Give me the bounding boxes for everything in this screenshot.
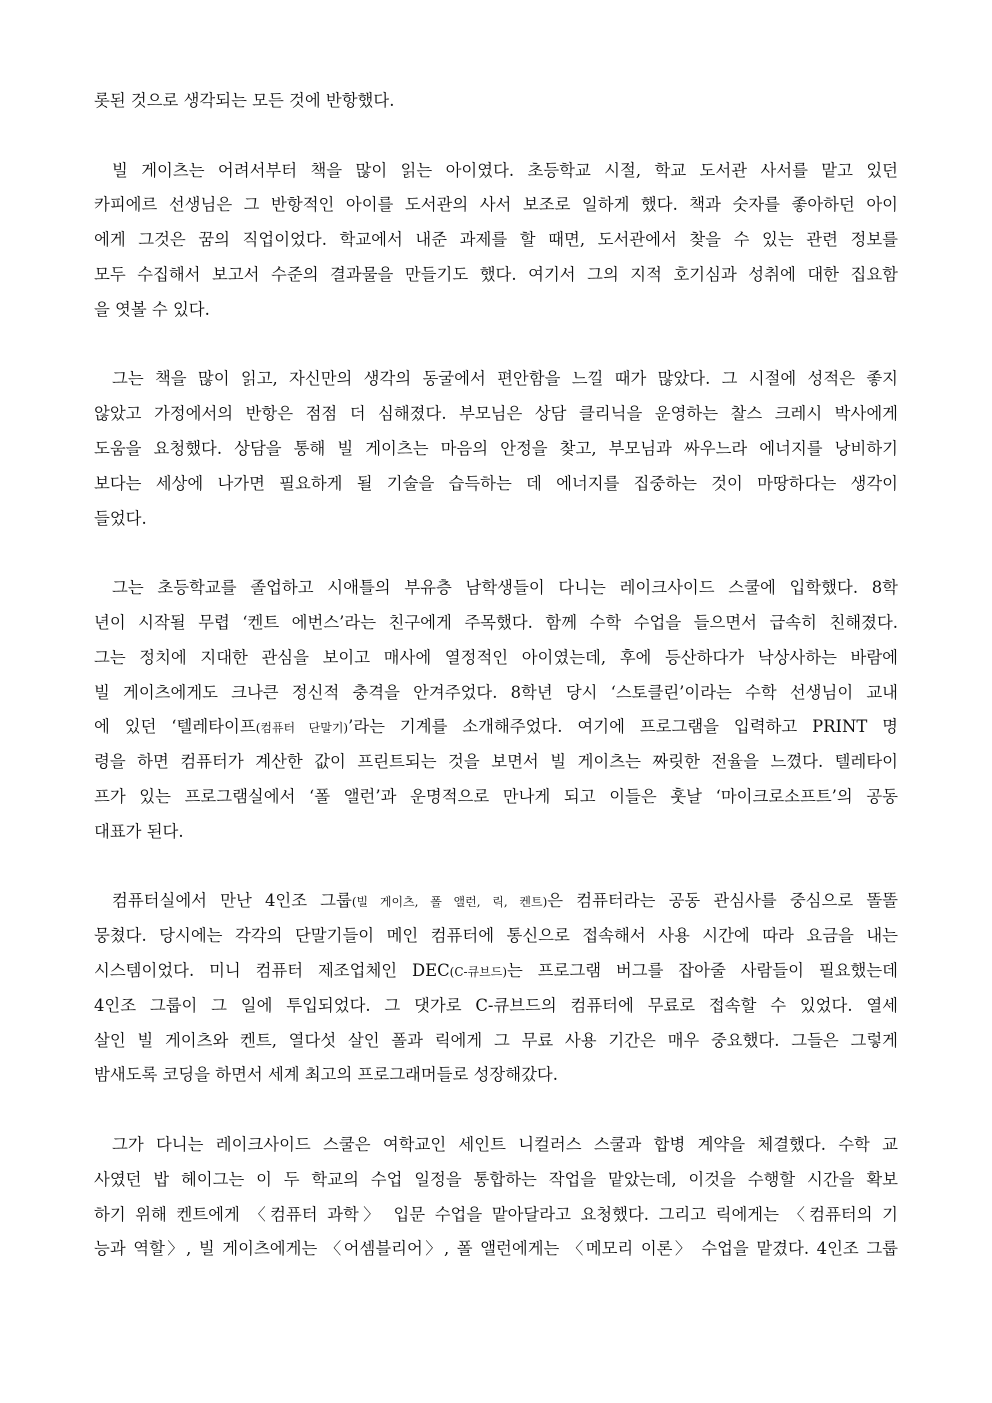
text-line: 모두 수집해서 보고서 수준의 결과물을 만들기도 했다. 여기서 그의 지적 호기심과 성취에 대한 집요함 bbox=[94, 264, 898, 284]
text-line: 않았고 가정에서의 반항은 점점 더 심해졌다. 부모님은 상담 클리닉을 운영하는 찰스 크레시 박사에게 bbox=[94, 404, 898, 424]
text-line bbox=[94, 954, 898, 989]
annotation-text: (C-큐브드) bbox=[449, 964, 508, 979]
text-line: 을 엿볼 수 있다. bbox=[94, 299, 210, 319]
text-segment: 는 프로그램 버그를 잡아줄 사람들이 필요했는데 bbox=[507, 960, 898, 980]
text-line: 그는 책을 많이 읽고, 자신만의 생각의 동굴에서 편안함을 느낄 때가 많았다. 그 시절에 성적은 좋지 bbox=[112, 369, 898, 389]
text-segment: ’라는 기계를 소개해주었다. 여기에 프로그램을 입력하고 PRINT 명 bbox=[348, 717, 898, 737]
text-line bbox=[94, 884, 898, 919]
annotation-text: (빌 게이츠, 폴 앨런, 릭, 켄트) bbox=[351, 895, 548, 910]
text-line: 롯된 것으로 생각되는 모든 것에 반항했다. bbox=[94, 91, 395, 110]
paragraph-gap bbox=[94, 536, 898, 571]
paragraph-gap bbox=[94, 119, 898, 154]
text-segment: 에 있던 ‘텔레타이프 bbox=[94, 717, 256, 737]
text-line: 들었다. bbox=[94, 508, 147, 528]
text-line: 뭉쳤다. 당시에는 각각의 단말기들이 메인 컴퓨터에 통신으로 접속해서 사용 시간에 따라 요금을 내는 bbox=[94, 926, 898, 946]
text-line: 그는 정치에 지대한 관심을 보이고 매사에 열정적인 아이였는데, 후에 등산하다가 낙상사하는 바람에 bbox=[94, 647, 898, 667]
text-line: 도움을 요청했다. 상담을 통해 빌 게이츠는 마음의 안정을 찾고, 부모님과 싸우느라 에너지를 낭비하기 bbox=[94, 438, 898, 458]
text-segment: 은 컴퓨터라는 공동 관심사를 중심으로 똘똘 bbox=[547, 891, 898, 911]
text-line: 프가 있는 프로그램실에서 ‘폴 앨런’과 운명적으로 만나게 되고 이들은 훗날 ‘마이크로소프트’의 공동 bbox=[94, 786, 898, 806]
text-line: 사였던 밥 헤이그는 이 두 학교의 수업 일정을 통합하는 작업을 맡았는데, 이것을 수행할 시간을 확보 bbox=[94, 1169, 898, 1189]
paragraph-gap bbox=[94, 850, 898, 885]
text-line: 빌 게이츠에게도 크나큰 정신적 충격을 안겨주었다. 8학년 당시 ‘스토클린’이라는 수학 선생님이 교내 bbox=[94, 682, 898, 702]
text-line: 년이 시작될 무렵 ‘켄트 에번스’라는 친구에게 주목했다. 함께 수학 수업을 들으면서 급속히 친해졌다. bbox=[94, 612, 898, 632]
document-body bbox=[94, 84, 898, 1267]
text-line: 4인조 그룹이 그 일에 투입되었다. 그 댓가로 C-큐브드의 컴퓨터에 무료로 접속할 수 있었다. 열세 bbox=[94, 995, 898, 1015]
text-line: 령을 하면 컴퓨터가 계산한 값이 프린트되는 것을 보면서 빌 게이츠는 짜릿한 전율을 느꼈다. 텔레타이 bbox=[94, 752, 898, 772]
text-line: 대표가 된다. bbox=[94, 821, 184, 841]
text-line: 빌 게이츠는 어려서부터 책을 많이 읽는 아이였다. 초등학교 시절, 학교 도서관 사서를 맡고 있던 bbox=[112, 160, 898, 180]
text-line: 에게 그것은 꿈의 직업이었다. 학교에서 내준 과제를 할 때면, 도서관에서 찾을 수 있는 관련 정보를 bbox=[94, 230, 898, 250]
text-segment: 시스템이었다. 미니 컴퓨터 제조업체인 DEC bbox=[94, 960, 450, 980]
text-line: 그가 다니는 레이크사이드 스쿨은 여학교인 세인트 니컬러스 스쿨과 합병 계약을 체결했다. 수학 교 bbox=[112, 1134, 898, 1154]
text-line: 살인 빌 게이츠와 켄트, 열다섯 살인 폴과 릭에게 그 무료 사용 기간은 매우 중요했다. 그들은 그렇게 bbox=[94, 1030, 898, 1050]
text-line: 카피에르 선생님은 그 반항적인 아이를 도서관의 사서 보조로 일하게 했다. 책과 숫자를 좋아하던 아이 bbox=[94, 195, 898, 215]
text-line: 밤새도록 코딩을 하면서 세계 최고의 프로그래머들로 성장해갔다. bbox=[94, 1065, 558, 1085]
text-line bbox=[94, 710, 898, 745]
paragraph-gap bbox=[94, 328, 898, 363]
text-line: 보다는 세상에 나가면 필요하게 될 기술을 습득하는 데 에너지를 집중하는 것이 마땅하다는 생각이 bbox=[94, 473, 898, 493]
text-line: 능과 역할〉, 빌 게이츠에게는 〈어셈블리어〉, 폴 앨런에게는 〈메모리 이론〉 수업을 맡겼다. 4인조 그룹 bbox=[94, 1239, 898, 1259]
annotation-text: (컴퓨터 단말기) bbox=[255, 721, 349, 736]
text-segment: 컴퓨터실에서 만난 4인조 그룹 bbox=[112, 891, 352, 911]
paragraph-gap bbox=[94, 1093, 898, 1128]
text-line: 그는 초등학교를 졸업하고 시애틀의 부유층 남학생들이 다니는 레이크사이드 스쿨에 입학했다. 8학 bbox=[112, 578, 898, 598]
text-line: 하기 위해 켄트에게 〈컴퓨터 과학〉 입문 수업을 맡아달라고 요청했다. 그리고 릭에게는 〈컴퓨터의 기 bbox=[94, 1204, 898, 1224]
